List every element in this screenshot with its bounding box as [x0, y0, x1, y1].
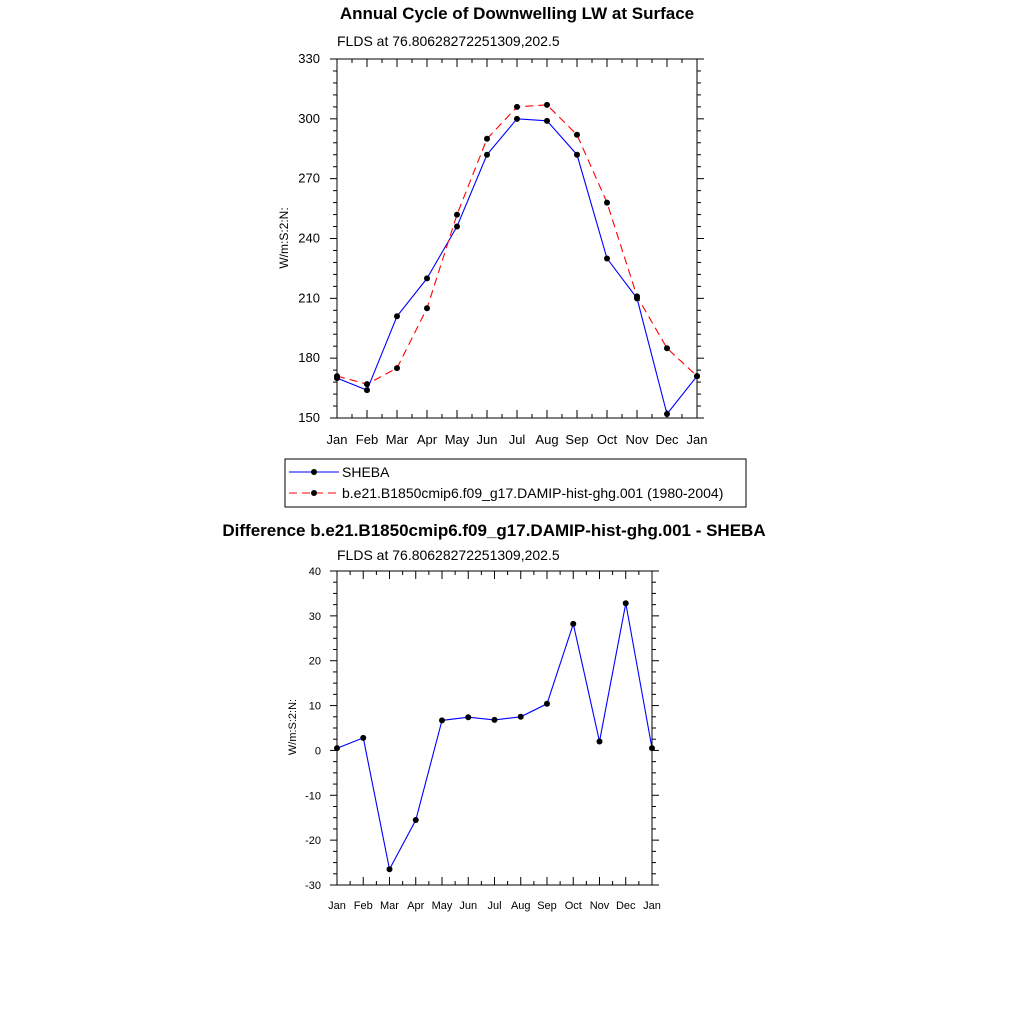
y-tick-label: 20: [308, 655, 321, 668]
plot-frame: [337, 59, 697, 418]
y-tick-label: 0: [314, 745, 321, 758]
chart-subtitle: FLDS at 76.80628272251309,202.5: [337, 33, 560, 49]
data-point-s0-5: [465, 714, 471, 720]
x-tick-label: Jan: [328, 900, 346, 912]
x-tick-label: Mar: [385, 432, 409, 447]
data-point-s0-1: [360, 735, 366, 741]
x-tick-labels: [327, 432, 708, 447]
x-tick-label: Oct: [564, 900, 582, 912]
data-point-s0-3: [424, 275, 430, 281]
x-tick-label: May: [431, 900, 453, 912]
data-point-s0-9: [570, 621, 576, 627]
x-tick-label: Nov: [589, 900, 610, 912]
y-tick-label: 270: [298, 170, 320, 186]
panel-annual-cycle: [277, 4, 746, 507]
data-point-s1-8: [574, 132, 580, 138]
data-point-s1-7: [544, 102, 550, 108]
data-point-s0-4: [439, 717, 445, 723]
y-tick-label: 330: [298, 51, 320, 66]
x-tick-label: Sep: [537, 900, 557, 912]
data-point-s0-1: [364, 387, 370, 393]
x-tick-label: May: [444, 432, 470, 447]
series-line-1: [337, 105, 697, 384]
diff-y-tick-labels: [305, 566, 321, 892]
x-tick-label: Jul: [487, 900, 502, 912]
data-point-s1-4: [454, 212, 460, 218]
diff-y-axis-label: W/m:S:2:N:: [287, 698, 299, 756]
diff-x-tick-labels: [328, 900, 661, 912]
y-tick-label: 30: [308, 610, 321, 623]
diff-series-lines: [337, 603, 652, 869]
x-tick-label: Jan: [686, 432, 708, 447]
panel-difference: [222, 521, 765, 912]
legend-label-model: b.e21.B1850cmip6.f09_g17.DAMIP-hist-ghg.001 (1980-2004): [342, 485, 724, 501]
x-tick-label: Feb: [353, 900, 373, 912]
data-point-s0-7: [544, 118, 550, 124]
y-tick-label: -30: [305, 880, 321, 892]
legend: [285, 459, 746, 507]
y-tick-label: -20: [305, 835, 321, 848]
x-tick-label: Nov: [625, 432, 649, 447]
data-point-s0-10: [597, 738, 603, 744]
y-tick-label: 300: [298, 110, 320, 126]
y-tick-label: 150: [298, 410, 320, 425]
y-tick-label: 40: [308, 566, 321, 578]
series-lines: [337, 105, 697, 414]
data-point-s0-11: [623, 600, 629, 606]
x-tick-label: Feb: [355, 432, 379, 447]
series-line-0: [337, 603, 652, 869]
legend-label-sheba: SHEBA: [342, 464, 390, 480]
data-point-s0-6: [514, 116, 520, 122]
x-tick-label: Apr: [416, 432, 438, 447]
data-point-s0-2: [387, 866, 393, 872]
x-tick-label: Oct: [596, 432, 618, 447]
y-tick-labels: [298, 51, 320, 425]
data-point-s1-6: [514, 104, 520, 110]
data-point-s0-7: [518, 714, 524, 720]
axes-ticks: [330, 59, 704, 418]
x-tick-label: Dec: [655, 432, 679, 447]
y-tick-label: -10: [305, 790, 321, 803]
series-markers: [334, 102, 700, 417]
data-point-s1-3: [424, 305, 430, 311]
data-point-s1-11: [664, 345, 670, 351]
data-point-s0-11: [664, 411, 670, 417]
y-tick-label: 180: [298, 350, 320, 366]
data-point-s0-2: [394, 313, 400, 319]
y-tick-label: 240: [298, 230, 320, 246]
x-tick-label: Mar: [380, 900, 399, 912]
y-tick-label: 210: [298, 290, 320, 306]
x-tick-label: Dec: [615, 900, 636, 912]
x-tick-label: Aug: [535, 432, 559, 447]
data-point-s0-5: [484, 152, 490, 158]
data-point-s1-10: [634, 293, 640, 299]
data-point-s0-4: [454, 224, 460, 230]
x-tick-label: Apr: [407, 900, 425, 912]
chart-title: Annual Cycle of Downwelling LW at Surface: [339, 4, 695, 23]
x-tick-label: Aug: [510, 900, 531, 912]
diff-axes-ticks: [330, 571, 659, 885]
data-point-s1-2: [394, 365, 400, 371]
diff-chart-subtitle: FLDS at 76.80628272251309,202.5: [337, 547, 560, 563]
x-tick-label: Jan: [643, 900, 661, 912]
x-tick-label: Jun: [476, 432, 498, 447]
x-tick-label: Jan: [326, 432, 348, 447]
legend-marker-sheba: [311, 469, 317, 475]
legend-marker-model: [311, 490, 317, 496]
diff-chart-title: Difference b.e21.B1850cmip6.f09_g17.DAMIP-hist-ghg.001 - SHEBA: [222, 521, 766, 540]
data-point-s0-6: [492, 717, 498, 723]
x-tick-label: Jul: [508, 432, 526, 447]
y-tick-label: 10: [308, 700, 321, 713]
data-point-s0-8: [544, 701, 550, 707]
series-line-0: [337, 119, 697, 414]
x-tick-label: Sep: [565, 432, 589, 447]
data-point-s1-1: [364, 381, 370, 387]
data-point-s0-8: [574, 152, 580, 158]
data-point-s0-9: [604, 255, 610, 261]
data-point-s1-9: [604, 200, 610, 206]
data-point-s1-5: [484, 136, 490, 142]
diff-plot-frame: [337, 571, 652, 885]
data-point-s0-3: [413, 817, 419, 823]
y-axis-label: W/m:S:2:N:: [277, 207, 291, 269]
x-tick-label: Jun: [459, 900, 478, 912]
